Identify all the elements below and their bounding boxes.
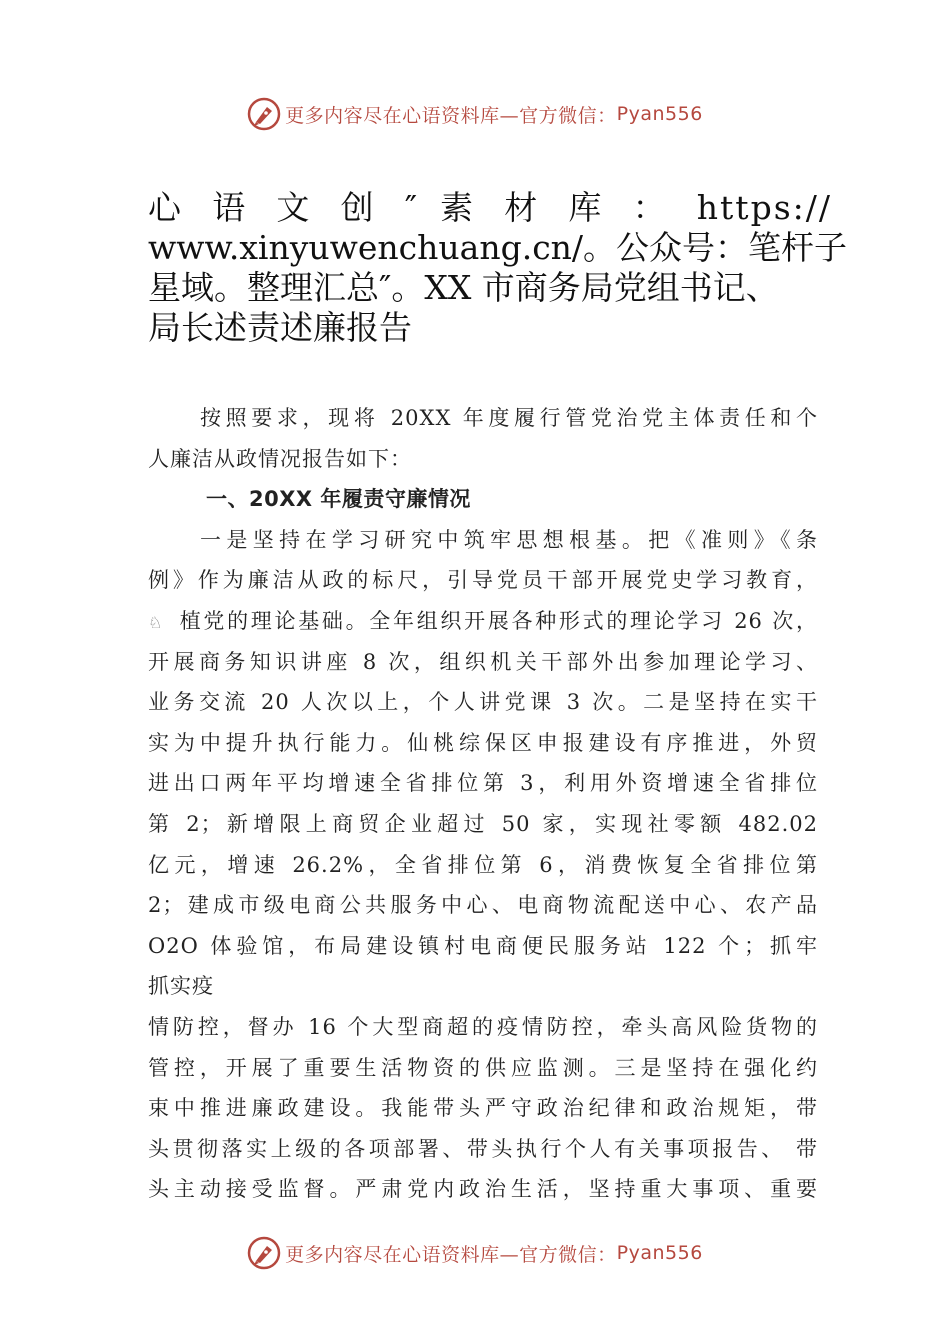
- header-banner: [0, 94, 950, 134]
- paragraph-line: 情防控，督办 16 个大型商超的疫情防控，牵头高风险货物的: [148, 1014, 818, 1039]
- banner-wechat-id: Pyan556: [616, 1242, 703, 1264]
- banner-wechat-id: Pyan556: [616, 103, 703, 125]
- paragraph-line: 头主动接受监督。严肃党内政治生活，坚持重大事项、重要: [148, 1177, 818, 1202]
- paragraph-line: O2O 体验馆，布局建设镇村电商便民服务站 122 个；抓牢: [148, 933, 818, 958]
- paragraph-line: 头贯彻落实上级的各项部署、带头执行个人有关事项报告、 带: [148, 1136, 818, 1161]
- paragraph-line: 业务交流 20 人次以上，个人讲党课 3 次。二是坚持在实干: [148, 690, 818, 715]
- paragraph-line: 第 2；新增限上商贸企业超过 50 家，实现社零额 482.02: [148, 811, 818, 836]
- document-body: [148, 398, 818, 1210]
- paragraph-line-text: 植党的理论基础。全年组织开展各种形式的理论学习 26 次，: [178, 608, 818, 633]
- pen-nib-icon: [247, 97, 281, 131]
- paragraph-line: 开展商务知识讲座 8 次，组织机关干部外出参加理论学习、: [148, 649, 818, 674]
- document-title: [148, 188, 848, 348]
- title-line: 局长述责述廉报告: [148, 308, 412, 347]
- banner-text: 更多内容尽在心语资料库—官方微信：: [285, 104, 617, 127]
- paragraph-line: 进出口两年平均增速全省排位第 3，利用外资增速全省排位: [148, 771, 818, 796]
- footer-banner: [0, 1233, 950, 1273]
- section-heading: 一、20XX 年履责守廉情况: [206, 487, 471, 512]
- paragraph-line: 抓实疫: [148, 974, 214, 999]
- missing-glyph-icon: ♘: [148, 612, 164, 632]
- banner-text: 更多内容尽在心语资料库—官方微信：: [285, 1243, 617, 1266]
- paragraph-line: 管控，开展了重要生活物资的供应监测。三是坚持在强化约: [148, 1055, 818, 1080]
- paragraph-line: 2；建成市级电商公共服务中心、电商物流配送中心、农产品: [148, 893, 818, 918]
- pen-nib-icon: [247, 1236, 281, 1270]
- paragraph-line: 例》作为廉洁从政的标尺，引导党员干部开展党史学习教育，: [148, 568, 818, 593]
- intro-line: 按照要求，现将 20XX 年度履行管党治党主体责任和个: [200, 406, 818, 430]
- paragraph-line: 实为中提升执行能力。仙桃综保区申报建设有序推进，外贸: [148, 730, 818, 755]
- title-line: 心 语 文 创 ″ 素 材 库 ： https://: [148, 188, 832, 227]
- paragraph-line: 亿元，增速 26.2%，全省排位第 6，消费恢复全省排位第: [148, 852, 818, 877]
- paragraph-line: 一是坚持在学习研究中筑牢思想根基。把《准则》《条: [200, 527, 818, 552]
- paragraph-line-with-glyph: [148, 601, 818, 642]
- intro-line: 人廉洁从政情况报告如下：: [148, 446, 412, 471]
- title-line: 星域。整理汇总″。XX 市商务局党组书记、: [148, 268, 779, 307]
- title-line: www.xinyuwenchuang.cn/。公众号：笔杆子: [148, 228, 848, 267]
- paragraph-line: 束中推进廉政建设。我能带头严守政治纪律和政治规矩，带: [148, 1096, 818, 1121]
